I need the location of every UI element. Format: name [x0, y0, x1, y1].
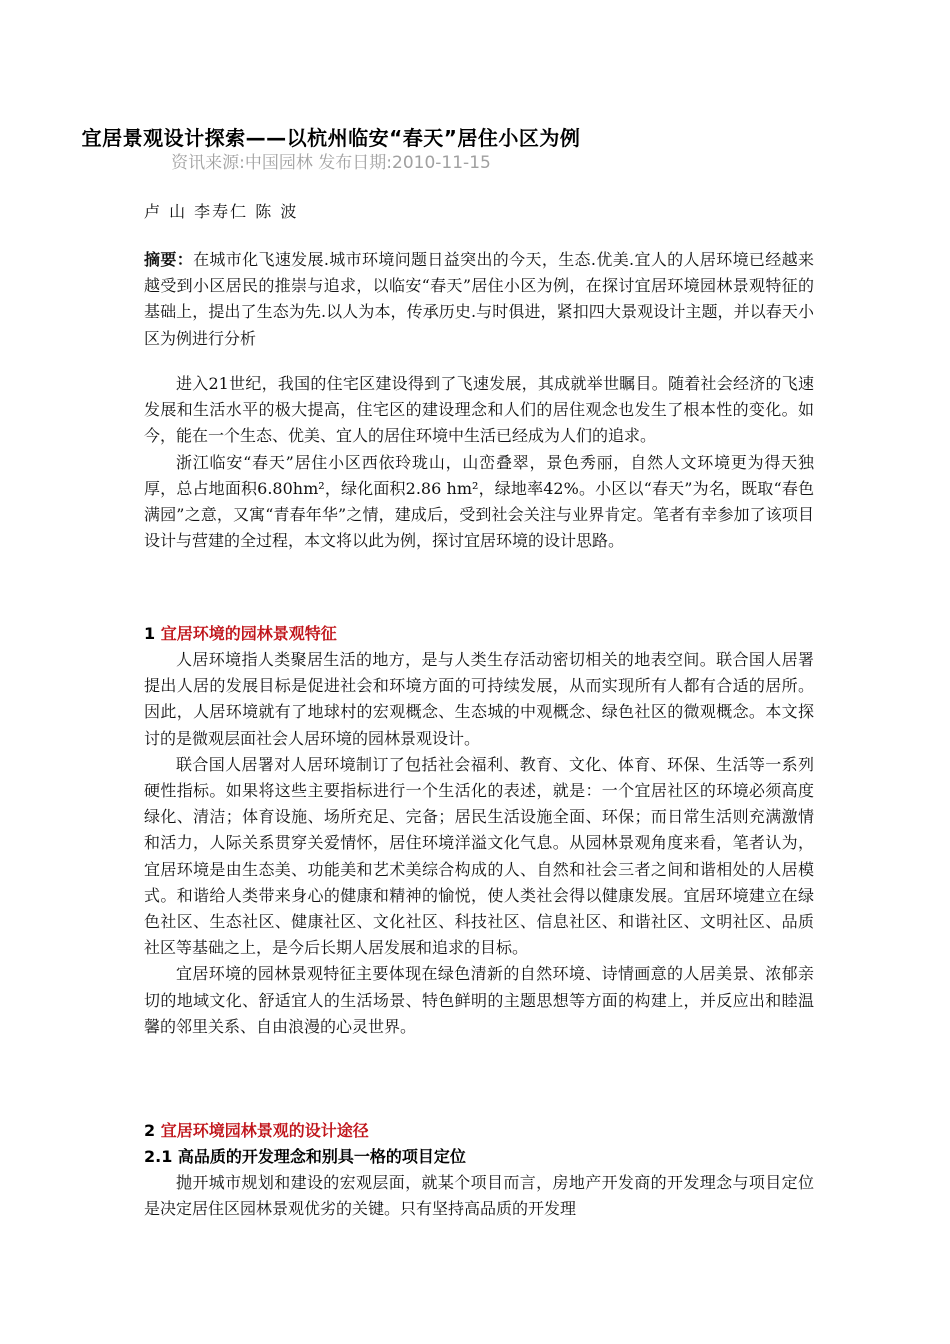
section-2-number: 2: [144, 1121, 156, 1140]
article-authors: 卢 山 李寿仁 陈 波: [144, 202, 299, 221]
section-1: [144, 621, 814, 1040]
section-1-paragraph-3: 宜居环境的园林景观特征主要体现在绿色清新的自然环境、诗情画意的人居美景、浓郁亲切的地域文化、舒适宜人的生活场景、特色鲜明的主题思想等方面的构建上，并反应出和睦温馨的邻里关系、自由浪漫的心灵世界。: [144, 964, 814, 1036]
section-1-paragraph-1: 人居环境指人类聚居生活的地方，是与人类生存活动密切相关的地表空间。联合国人居署提出人居的发展目标是促进社会和环境方面的可持续发展，从而实现所有人都有合适的居所。因此，人居环境就有了地球村的宏观概念、生态城的中观概念、绿色社区的微观概念。本文探讨的是微观层面社会人居环境的园林景观设计。: [144, 650, 814, 748]
abstract-text: 在城市化飞速发展.城市环境问题日益突出的今天，生态.优美.宜人的人居环境已经越来越受到小区居民的推崇与追求，以临安“春天”居住小区为例，在探讨宜居环境园林景观特征的基础上，提出了生态为先.以人为本，传承历史.与时俱进，紧扣四大景观设计主题，并以春天小区为例进行分析: [144, 250, 814, 348]
intro-paragraph-2: 浙江临安“春天”居住小区西依玲珑山，山峦叠翠，景色秀丽，自然人文环境更为得天独厚，总占地面积6.80hm²，绿化面积2.86 hm²，绿地率42%。小区以“春天”为名，既取“春色满园”之意，又寓“青春年华”之情，建成后，受到社会关注与业界肯定。笔者有幸参加了该项目设计与营建的全过程，本文将以此为例，探讨宜居环境的设计思路。: [144, 452, 814, 551]
section-1-paragraph-2: 联合国人居署对人居环境制订了包括社会福利、教育、文化、体育、环保、生活等一系列硬性指标。如果将这些主要指标进行一个生活化的表述，就是：一个宜居社区的环境必须高度绿化、清洁；体育设施、场所充足、完备；居民生活设施全面、环保；而日常生活则充满激情和活力，人际关系贯穿关爱情怀，居住环境洋溢文化气息。从园林景观角度来看，笔者认为，宜居环境是由生态美、功能美和艺术美综合构成的人、自然和社会三者之间和谐相处的人居模式。和谐给人类带来身心的健康和精神的愉悦，使人类社会得以健康发展。宜居环境建立在绿色社区、生态社区、健康社区、文化社区、科技社区、信息社区、和谐社区、文明社区、品质社区等基础之上，是今后长期人居发展和追求的目标。: [144, 754, 814, 958]
section-1-heading: [144, 621, 814, 647]
subsection-2-1-number: 2.1: [144, 1147, 173, 1166]
section-1-title: 宜居环境的园林景观特征: [160, 624, 337, 643]
section-2: [144, 1118, 814, 1222]
abstract-label: 摘要：: [144, 250, 194, 269]
article-source-line: 资讯来源:中国园林 发布日期:2010-11-15: [171, 153, 491, 173]
article-title: 宜居景观设计探索——以杭州临安“春天”居住小区为例: [81, 126, 581, 150]
intro-paragraph-1: 进入21世纪，我国的住宅区建设得到了飞速发展，其成就举世瞩目。随着社会经济的飞速发展和生活水平的极大提高，住宅区的建设理念和人们的居住观念也发生了根本性的变化。如今，能在一个生态、优美、宜人的居住环境中生活已经成为人们的追求。: [144, 374, 814, 446]
subsection-2-1-title: 高品质的开发理念和别具一格的项目定位: [177, 1147, 466, 1166]
section-2-heading: [144, 1118, 814, 1144]
section-2-paragraph-1: 抛开城市规划和建设的宏观层面，就某个项目而言，房地产开发商的开发理念与项目定位是决定居住区园林景观优劣的关键。只有坚持高品质的开发理: [144, 1173, 814, 1219]
section-1-number: 1: [144, 624, 156, 643]
intro-section: [144, 371, 814, 554]
section-2-title: 宜居环境园林景观的设计途径: [160, 1121, 369, 1140]
subsection-2-1-heading: [144, 1144, 814, 1170]
abstract: [144, 247, 814, 352]
